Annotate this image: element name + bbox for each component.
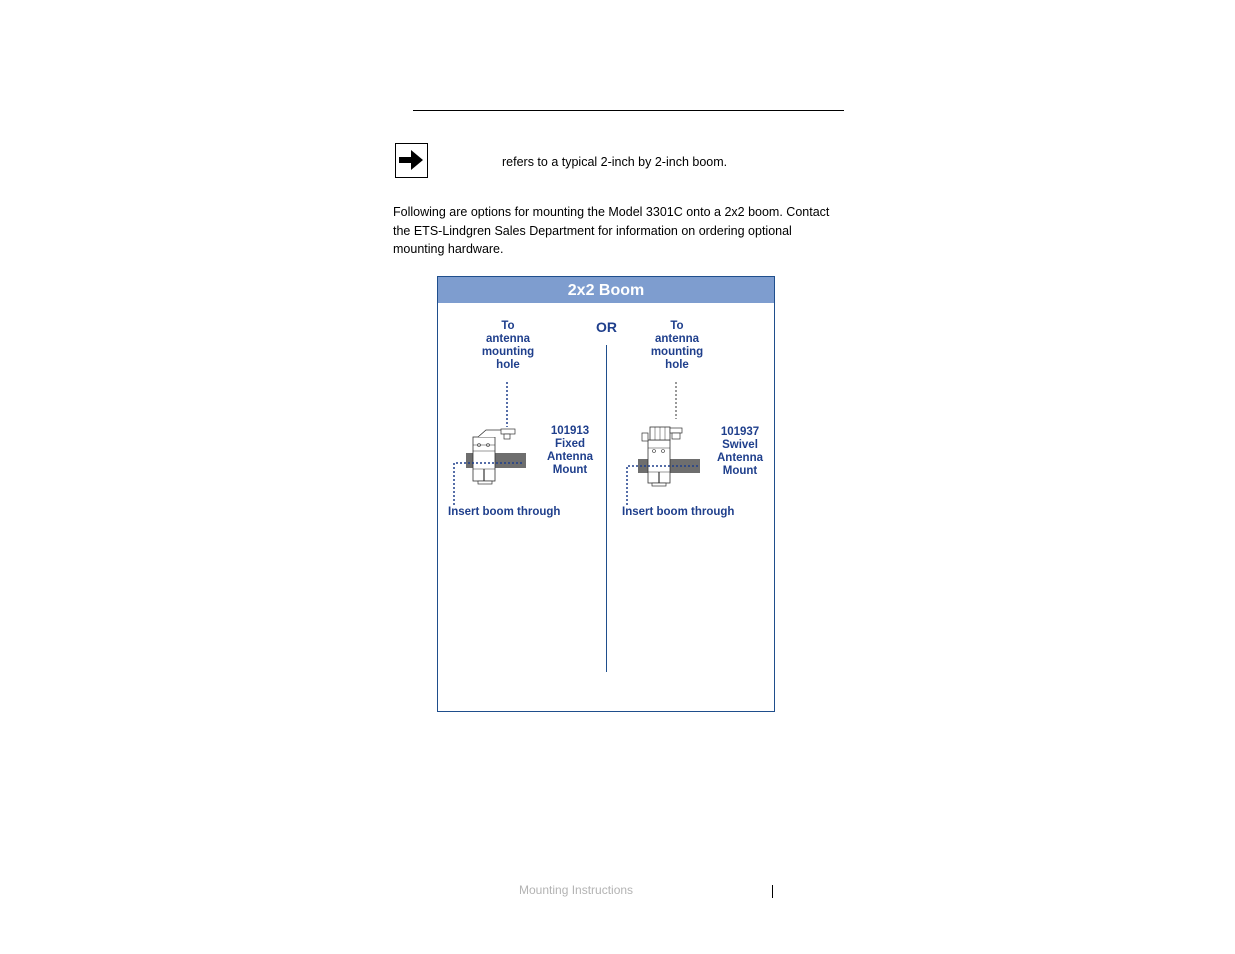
right-part-label: 101937 Swivel Antenna Mount — [717, 426, 763, 477]
right-boom-label: Insert boom through — [622, 506, 735, 518]
left-boom-label: Insert boom through — [448, 506, 561, 518]
intro-paragraph: Following are options for mounting the Model 3301C onto a 2x2 boom. Contact the ETS-Lindgren Sales Department for information on ordering optional mounting hardware. — [393, 205, 830, 256]
note-text: refers to a typical 2-inch by 2-inch boom. — [502, 155, 728, 169]
arrow-right-icon — [395, 143, 428, 178]
boom-mount-figure — [437, 276, 775, 712]
right-hole-label: To antenna mounting hole — [650, 320, 704, 371]
left-part-label: 101913 Fixed Antenna Mount — [547, 425, 593, 476]
figure-title: 2x2 Boom — [438, 277, 774, 303]
swivel-mount-diagram — [607, 377, 775, 507]
left-hole-label: To antenna mounting hole — [481, 320, 535, 371]
footer-section-title: Mounting Instructions — [519, 883, 634, 897]
figure-or-label: OR — [596, 319, 617, 335]
header-rule — [413, 110, 844, 111]
footer-separator — [772, 885, 773, 898]
fixed-mount-diagram — [438, 377, 606, 507]
